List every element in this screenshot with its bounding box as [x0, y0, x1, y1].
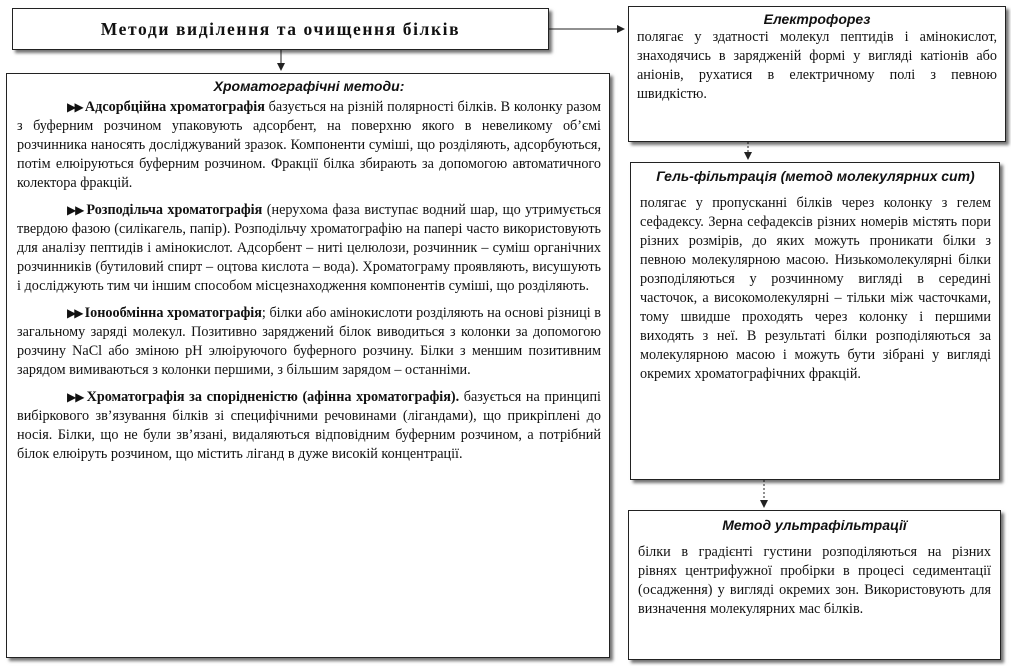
chromatography-methods-box	[6, 73, 610, 658]
ultrafiltration-heading: Метод ультрафільтрації	[722, 517, 907, 533]
double-triangle-right-icon: ▶▶	[67, 100, 82, 114]
method-description: (нерухома фаза виступає водний шар, що утримується твердою фазою (силікагель, папір). Розподільчу хроматографію на папері часто використовують для аналізу пептидів і амінокислот. Адсорбент – ниті целюлози, розчинник – суміш органічних розчинників (бутиловий спирт – оцтова кислота – вода). Хроматограму проявляють, висушують і досліджують тим чи іншим способом місцезнаходження компонентів суміші, що розділяють.	[17, 202, 601, 294]
gel-filtration-text: полягає у пропусканні білків через колонку з гелем сефадексу. Зерна сефадексів різних номерів містять пори різних розмірів, до яких можуть проникати білки з певною молекулярною масою. Низькомолекулярні білки розподіляються у розчинному вигляді в середині часточок, а високомолекулярні – тільки між часточками, тому швидше проходять через колонку і першими виходять з неї. В результаті білки розподіляються за молекулярною масою і можуть бути зібрані у вигляді окремих хроматографічних фракцій.	[640, 195, 991, 382]
method-section-adsorption	[17, 98, 601, 193]
double-triangle-right-icon: ▶▶	[67, 390, 84, 404]
method-term: Адсорбційна хроматографія	[84, 99, 265, 115]
double-triangle-right-icon: ▶▶	[67, 203, 84, 217]
electrophoresis-text: полягає у здатності молекул пептидів і амінокислот, знаходячись в зарядженій формі у вигляді катіонів або аніонів, рухатися в електричному полі з певною швидкістю.	[637, 29, 997, 102]
electrophoresis-heading: Електрофорез	[763, 11, 871, 27]
method-description: ; білки або амінокислоти розділяють на основі різниці в загальному заряді молекул. Позитивно заряджений білок виводиться з колонки за допомогою розчину NaCl або зміною pH элюіруючого буферного розчину. Білки з меншим позитивним зарядом вимиваються з колонки першими, з більшим зарядом – останніми.	[17, 305, 601, 378]
method-section-partition	[17, 201, 601, 296]
method-term: Хроматографія за спорідненістю (афінна хроматографія).	[86, 389, 460, 405]
method-section-affinity	[17, 388, 601, 464]
double-triangle-right-icon: ▶▶	[67, 306, 82, 320]
ultrafiltration-box	[628, 510, 1001, 660]
title-box	[12, 8, 549, 50]
gel-filtration-box	[630, 162, 1000, 480]
electrophoresis-box	[628, 6, 1006, 142]
method-description: базується на принципі вибіркового зв’язування білків зі специфічними речовинами (лігандами), що прикріплені до носія. Білки, що не були зв’язані, видаляються відповідним буферним розчином, а потрібний білок елюіруть розчином, що містить ліганд в дуже високій концентрації.	[17, 389, 601, 462]
ultrafiltration-text: білки в градієнті густини розподіляються на різних рівнях центрифужної пробірки в процесі седиментації (осадження) у вигляді окремих зон. Використовують для визначення молекулярних мас білків.	[638, 544, 991, 617]
method-term: Розподільча хроматографія	[86, 202, 263, 218]
method-description: базується на різній полярності білків. В колонку разом з буферним розчином упаковують адсорбент, на поверхню якого в невеликому об’ємі розчинника наносять досліджуваний зразок. Компоненти суміші, що розділяють, адсорбуються, потім елюіруються буферним розчином. Фракції білка збирають за допомогою автоматичного колектора фракцій.	[17, 99, 601, 191]
method-section-ion-exchange	[17, 304, 601, 380]
chromatography-heading: Хроматографічні методи:	[213, 78, 405, 94]
gel-filtration-heading: Гель-фільтрація (метод молекулярних сит)	[656, 168, 975, 184]
method-term: Іонообмінна хроматографія	[84, 305, 262, 321]
diagram-title: Методи виділення та очищення білків	[100, 18, 461, 39]
